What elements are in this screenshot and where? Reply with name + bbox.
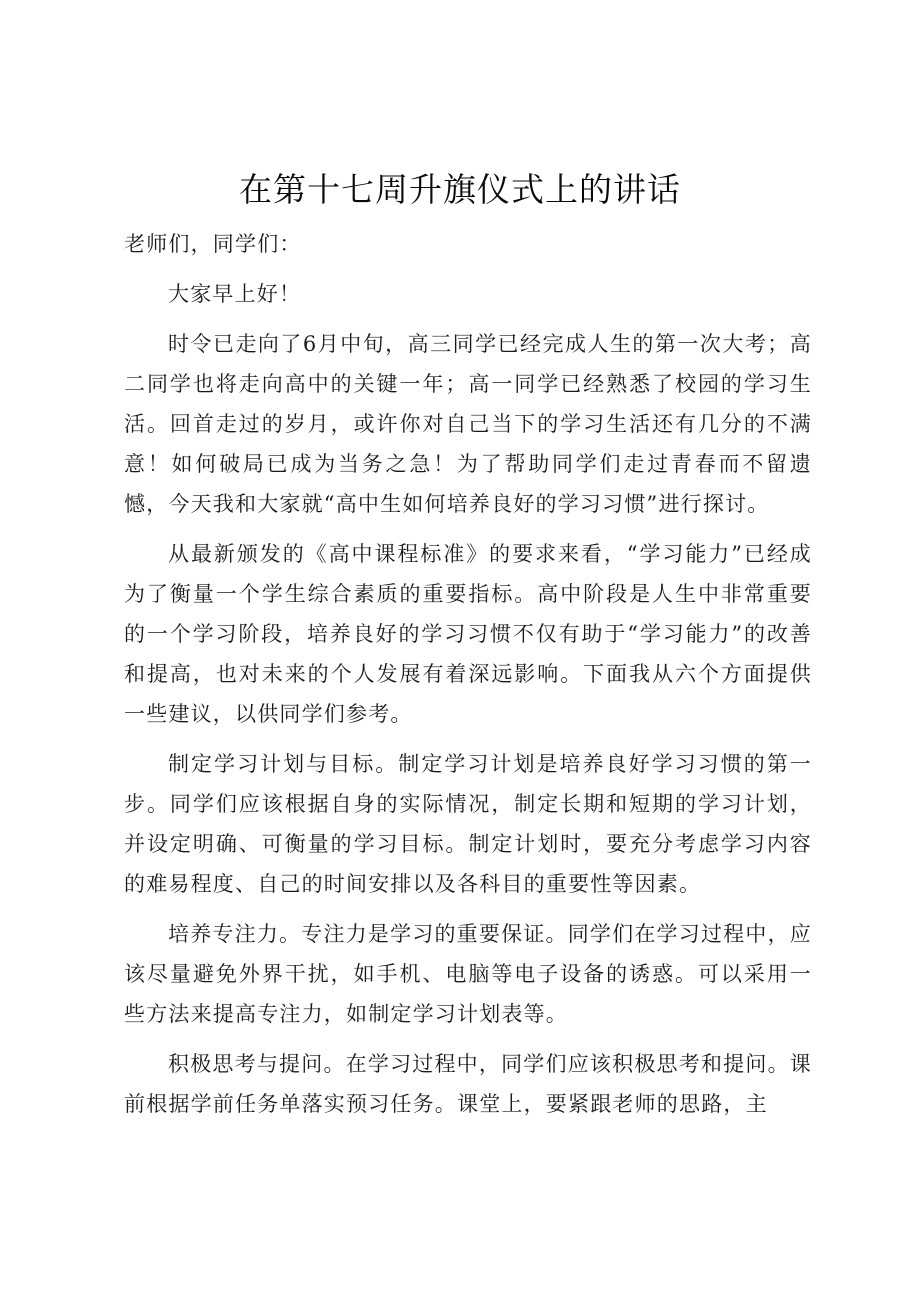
document-title: 在第十七周升旗仪式上的讲话 — [239, 170, 681, 209]
document-body — [124, 224, 812, 1124]
paragraph-opening: 时令已走向了6月中旬，高三同学已经完成人生的第一次大考；高二同学也将走向高中的关键一年；高一同学已经熟悉了校园的学习生活。回首走过的岁月，或许你对自己当下的学习生活还有几分的不满意！如何破局已成为当务之急！为了帮助同学们走过青春而不留遗憾，今天我和大家就“高中生如何培养良好的学习习惯”进行探讨。 — [124, 332, 812, 516]
paragraph-focus: 培养专注力。专注力是学习的重要保证。同学们在学习过程中，应该尽量避免外界干扰，如手机、电脑等电子设备的诱惑。可以采用一些方法来提高专注力，如制定学习计划表等。 — [124, 922, 812, 1026]
paragraph-study-plan: 制定学习计划与目标。制定学习计划是培养良好学习习惯的第一步。同学们应该根据自身的实际情况，制定长期和短期的学习计划，并设定明确、可衡量的学习目标。制定计划时，要充分考虑学习内容的难易程度、自己的时间安排以及各科目的重要性等因素。 — [124, 752, 812, 896]
greeting: 大家早上好！ — [168, 282, 302, 306]
paragraph-learning-ability: 从最新颁发的《高中课程标准》的要求来看，“学习能力”已经成为了衡量一个学生综合素质的重要指标。高中阶段是人生中非常重要的一个学习阶段，培养良好的学习习惯不仅有助于“学习能力”的改善和提高，也对未来的个人发展有着深远影响。下面我从六个方面提供一些建议，以供同学们参考。 — [124, 542, 812, 726]
salutation: 老师们，同学们： — [124, 232, 302, 256]
paragraph-thinking-questions: 积极思考与提问。在学习过程中，同学们应该积极思考和提问。课前根据学前任务单落实预习任务。课堂上，要紧跟老师的思路，主 — [124, 1052, 812, 1116]
